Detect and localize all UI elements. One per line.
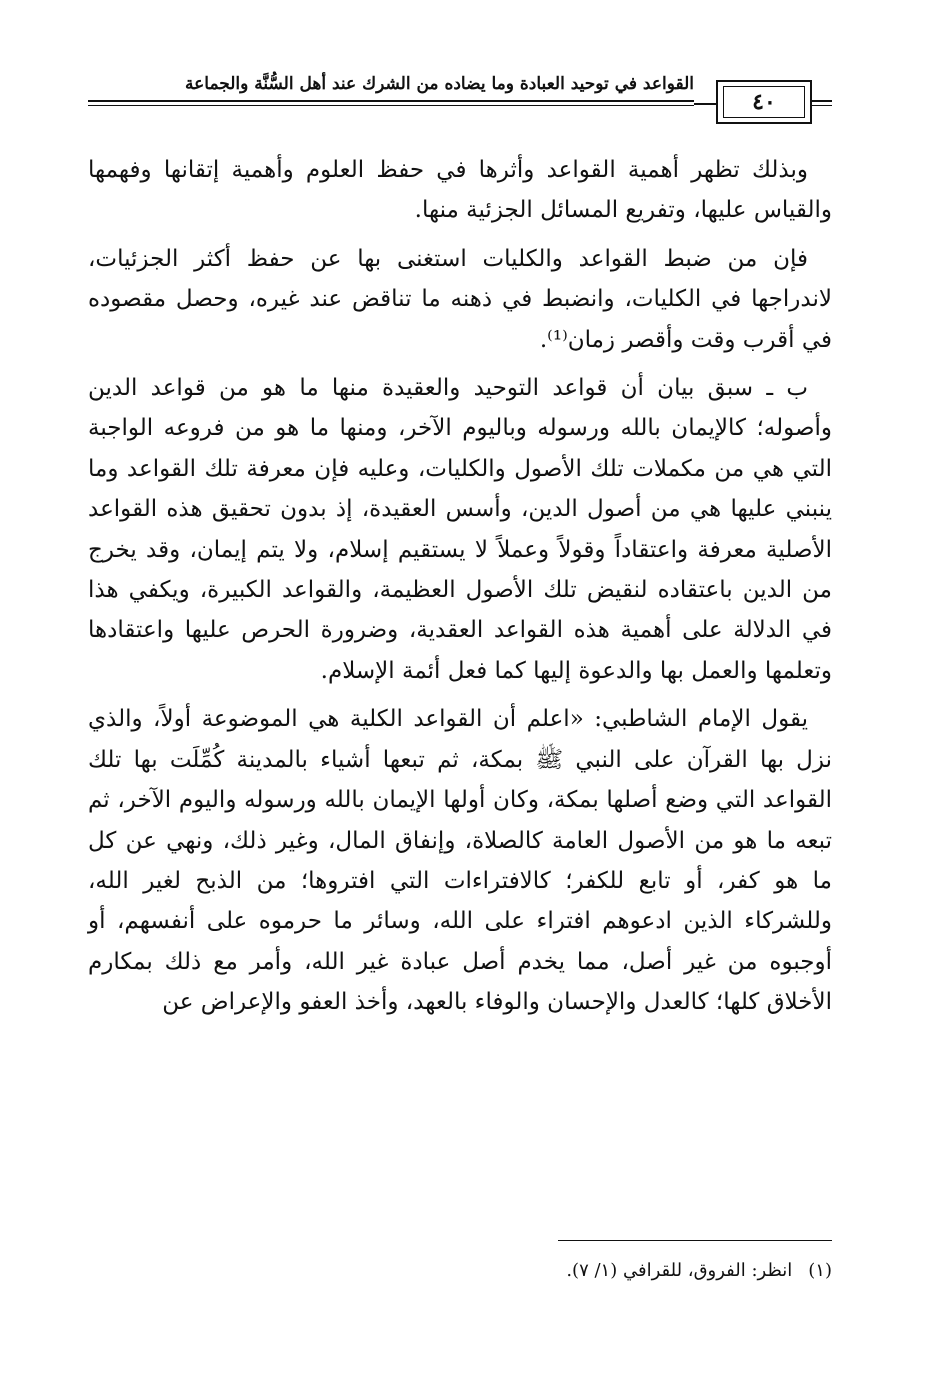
- header-rule-thin: [88, 105, 694, 106]
- frame-connector-right-thin: [812, 105, 832, 106]
- footnote-marker: (١): [808, 1260, 832, 1281]
- paragraph: يقول الإمام الشاطبي: «اعلم أن القواعد الكلية هي الموضوعة أولاً، والذي نزل بها القرآن على النبي ﷺ بمكة، ثم تبعها أشياء بالمدينة كُمِّلَت بها تلك القواعد التي وضع أصلها بمكة، وكان أولها الإيمان بالله ورسوله واليوم الآخر، ثم تبعه ما هو من الأصول العامة كالصلاة، وإنفاق المال، وغير ذلك، ونهي عن كل ما هو كفر، أو تابع للكفر؛ كالافتراءات التي افتروها؛ من الذبح لغير الله، وللشركاء الذين ادعوهم افتراء على الله، وسائر ما حرموه على أنفسهم، أو أوجبوه من غير أصل، مما يخدم أصل عبادة غير الله، وأمر مع ذلك بمكارم الأخلاق كلها؛ كالعدل والإحسان والوفاء بالعهد، وأخذ العفو والإعراض عن: [88, 706, 832, 1016]
- page-number: ٤٠: [752, 89, 776, 115]
- footnote: [88, 1257, 832, 1285]
- header-rule: [88, 100, 694, 102]
- paragraph: وبذلك تظهر أهمية القواعد وأثرها في حفظ العلوم وأهمية إتقانها وفهمها والقياس عليها، وتفريع المسائل الجزئية منها.: [88, 157, 832, 224]
- footnote-separator: [558, 1240, 832, 1241]
- page-number-frame: [716, 80, 812, 124]
- page-number-inner-frame: [723, 86, 805, 118]
- frame-connector: [694, 103, 716, 105]
- running-header: [88, 72, 832, 132]
- paragraph: ب ـ سبق بيان أن قواعد التوحيد والعقيدة منها ما هو من قواعد الدين وأصوله؛ كالإيمان بالله ورسوله وباليوم الآخر، ومنها ما هو من فروعه الواجبة التي هي من مكملات تلك الأصول والكليات، وعليه فإن معرفة تلك القواعد وما ينبني عليها هي من أصول الدين، وأسس العقيدة، إذ بدون تحقيق هذه القواعد الأصلية معرفة واعتقاداً وقولاً وعملاً لا يستقيم إسلام، ولا يتم إيمان، وقد يخرج من الدين باعتقاده لنقيض تلك الأصول العظيمة، والقواعد الكبيرة، ويكفي هذا في الدلالة على أهمية هذه القواعد العقدية، وضرورة الحرص عليها واعتقادها وتعلمها والعمل بها والدعوة إليها كما فعل أئمة الإسلام.: [88, 375, 832, 684]
- footnote-text: انظر: الفروق، للقرافي (١/ ٧).: [566, 1260, 793, 1281]
- header-title: القواعد في توحيد العبادة وما يضاده من الشرك عند أهل السُّنَّة والجماعة: [185, 74, 694, 94]
- body-text: [88, 150, 832, 1031]
- frame-connector-right: [812, 100, 832, 102]
- paragraph: فإن من ضبط القواعد والكليات استغنى بها عن حفظ أكثر الجزئيات، لاندراجها في الكليات، وانضبط في ذهنه ما تناقض عند غيره، وحصل مقصوده في أقرب وقت وأقصر زمان⁽¹⁾.: [88, 245, 832, 353]
